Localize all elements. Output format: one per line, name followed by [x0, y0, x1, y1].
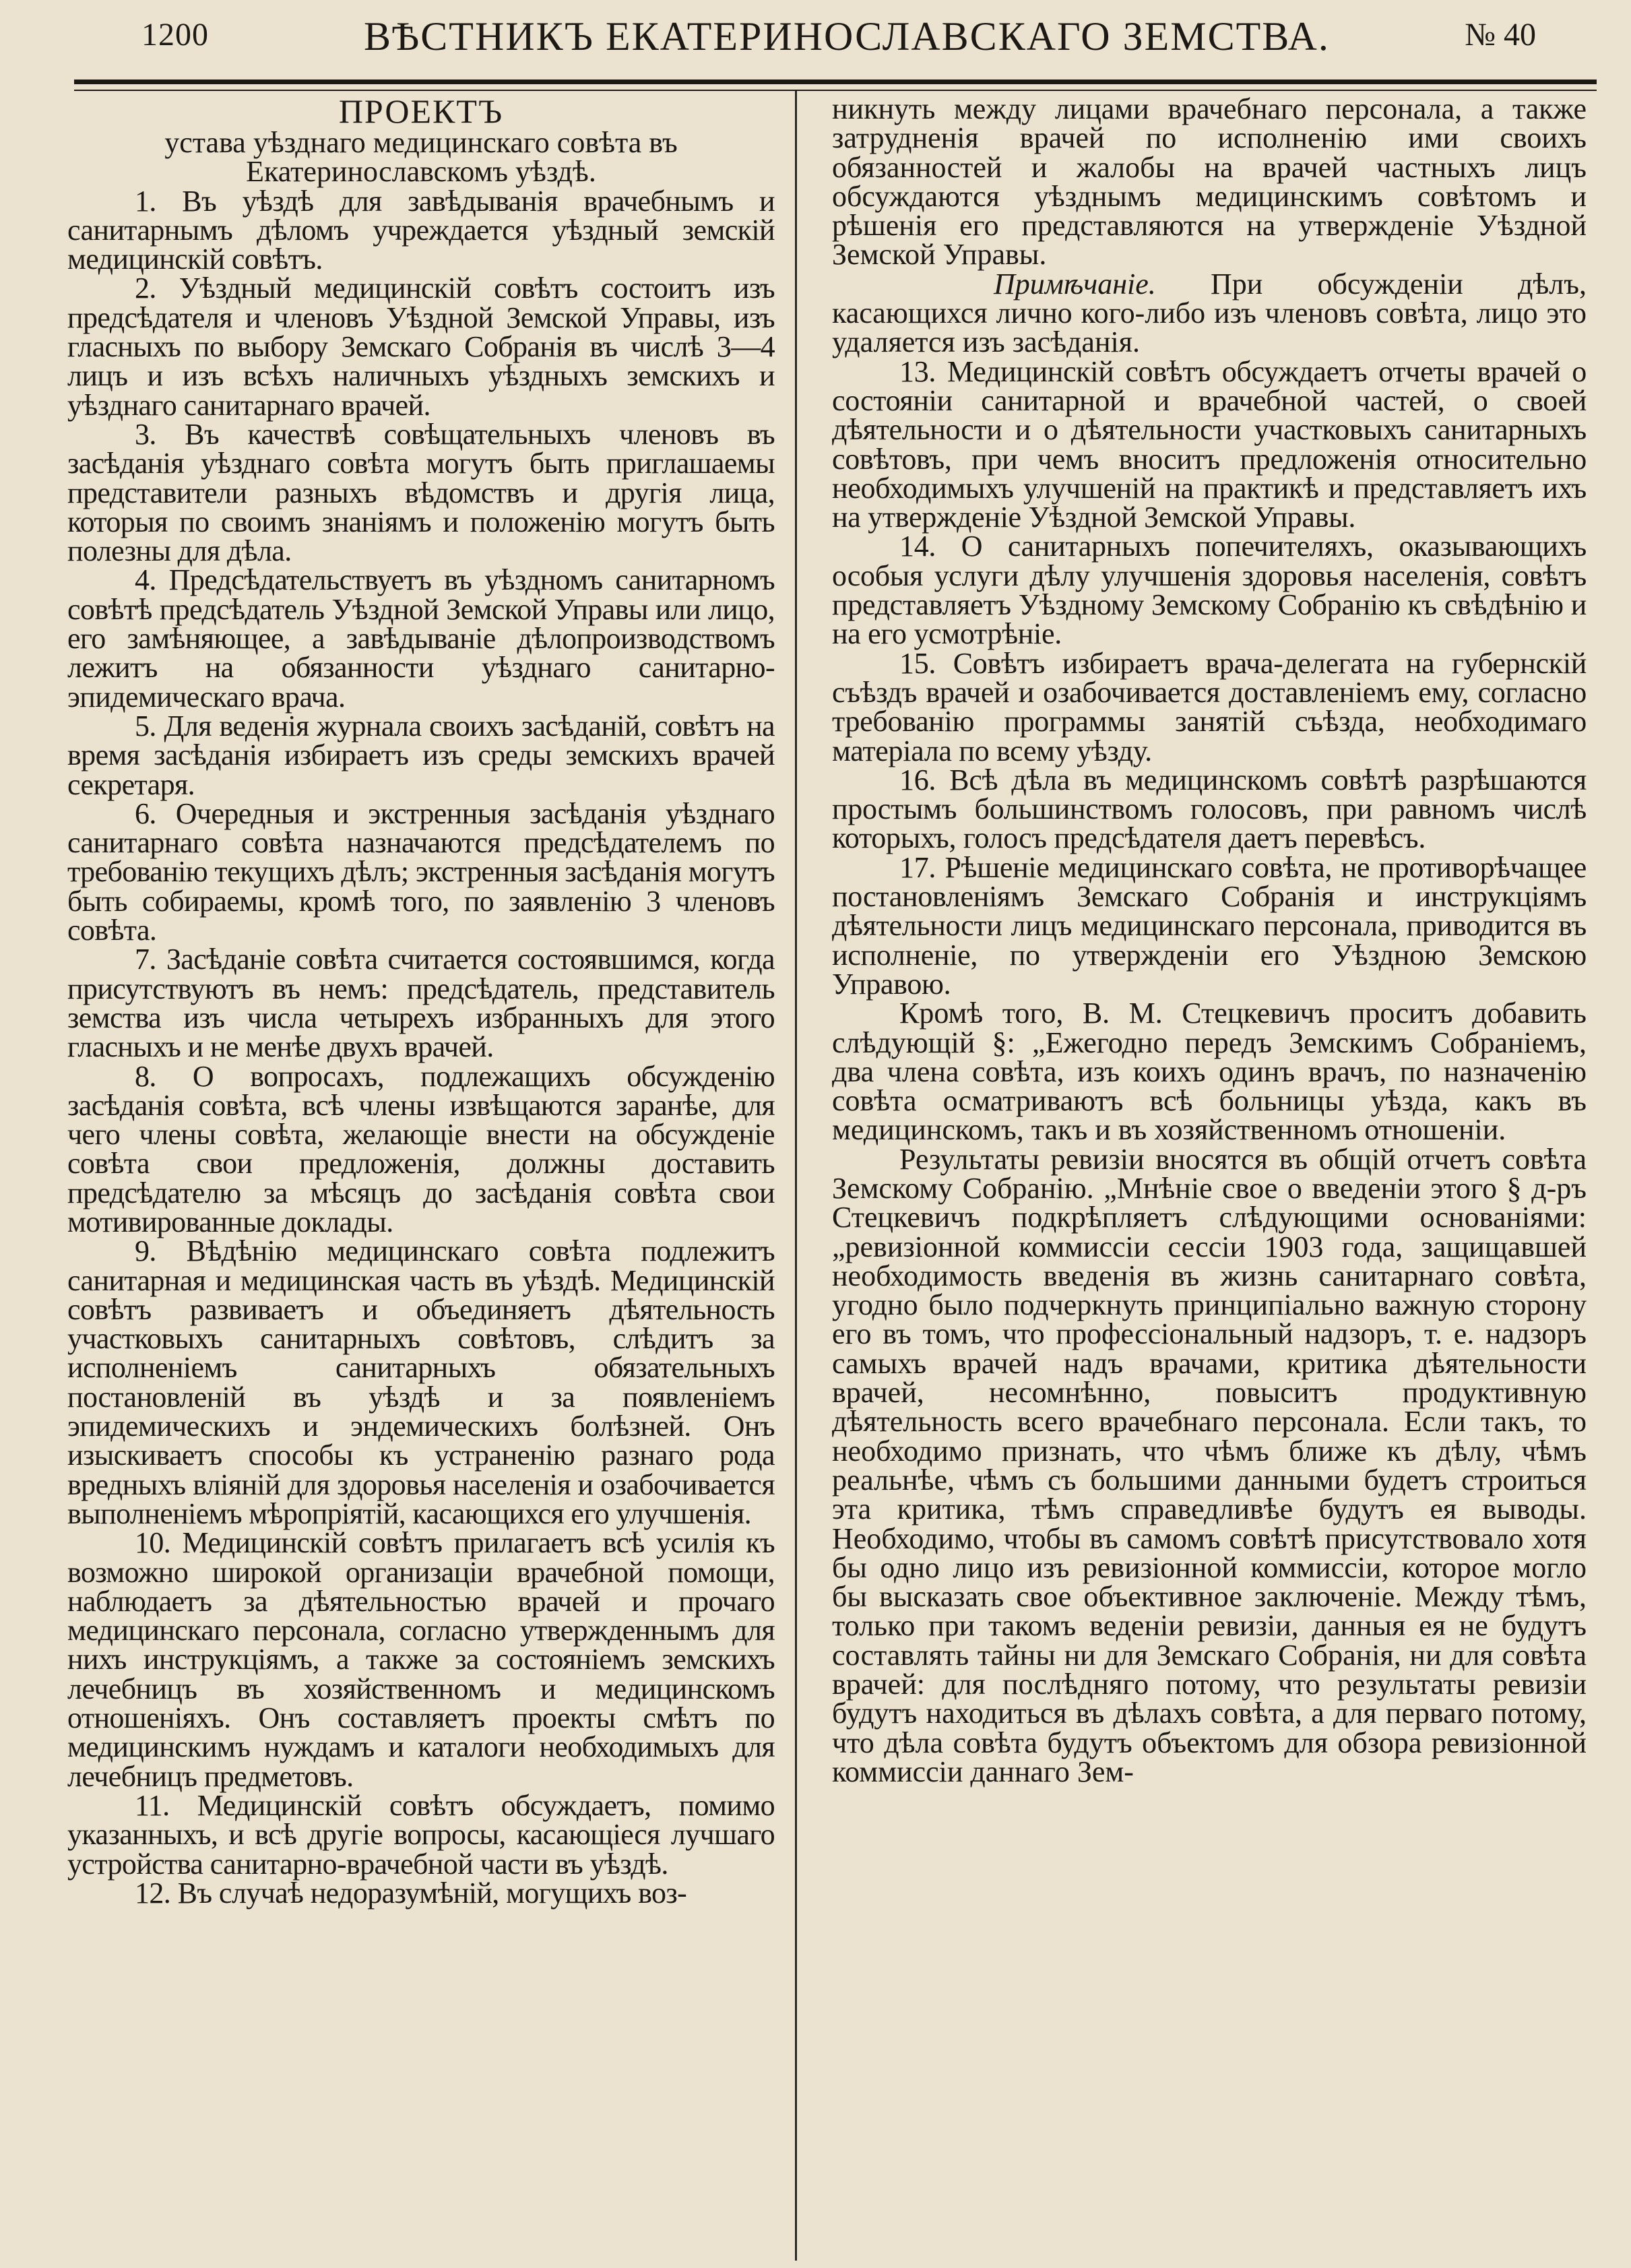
article-15: 15. Совѣтъ избираетъ врача-делегата на губернскій съѣздъ врачей и озабочивается доставленіемъ ему, согласно требованію программы занятій съѣзда, необходимаго матеріала по всему уѣзду.: [832, 646, 1587, 767]
article-1: 1. Въ уѣздѣ для завѣдыванія врачебнымъ и санитарнымъ дѣломъ учреждается уѣздный земскій медицинскій совѣтъ.: [67, 184, 775, 276]
document-title: ПРОЕКТЪ: [338, 92, 504, 130]
additional-paragraph: Кромѣ того, В. М. Стецкевичъ проситъ добавить слѣдующій §: „Ежегодно передъ Земскимъ Собраніемъ, два члена совѣта, изъ коихъ одинъ врачъ, по назначенію совѣта осматриваютъ всѣ больницы уѣзда, какъ въ медицинскомъ, такъ и въ хозяйственномъ отношеніи.: [832, 997, 1587, 1147]
note-text: При обсужденіи дѣлъ, касающихся лично кого-либо изъ членовъ совѣта, лицо это удаляется изъ засѣданія.: [832, 267, 1587, 359]
article-12-start: 12. Въ случаѣ недоразумѣній, могущихъ воз-: [135, 1876, 687, 1910]
article-12-continuation: никнуть между лицами врачебнаго персонала, а также затрудненія врачей по исполненію ими своихъ обязанностей и жалобы на врачей частныхъ лицъ обсуждаются уѣзднымъ медицинскимъ совѣтомъ и рѣшенія его представляются на утвержденіе Уѣздной Земской Управы.: [832, 92, 1587, 272]
article-10: 10. Медицинскій совѣтъ прилагаетъ всѣ усилія къ возможно широкой организаціи врачебной помощи, наблюдаетъ за дѣятельностью врачей и прочаго медицинскаго персонала, согласно утвержденнымъ для нихъ инструкціямъ, а также за состояніемъ земскихъ лечебницъ въ хозяйственномъ и медицинскомъ отношеніяхъ. Онъ составляетъ проекты смѣтъ по медицинскимъ нуждамъ и каталоги необходимыхъ для лечебницъ предметовъ.: [67, 1526, 775, 1793]
note-label: Примѣчаніе.: [994, 267, 1156, 301]
page-header: [101, 9, 1536, 70]
article-13: 13. Медицинскій совѣтъ обсуждаетъ отчеты врачей о состояніи санитарной и врачебной частей, о своей дѣятельности и о дѣятельности участковыхъ санитарныхъ совѣтовъ, при чемъ вноситъ предложенія относительно необходимыхъ улучшеній на практикѣ и представляетъ ихъ на утвержденіе Уѣздной Земской Управы.: [832, 354, 1587, 534]
revision-paragraph: Результаты ревизіи вносятся въ общій отчетъ совѣта Земскому Собранію. „Мнѣніе свое о введеніи этого § д-ръ Стецкевичъ подкрѣпляетъ слѣдующими основаніями: „ревизіонной коммиссіи сессіи 1903 года, защищавшей необходимость введенія въ жизнь санитарнаго совѣта, угодно было подчеркнуть принципіально важную сторону его въ томъ, что профессіональный надзоръ, т. е. надзоръ самыхъ врачей надъ врачами, критика дѣятельности врачей, несомнѣнно, повыситъ продуктивную дѣятельность всего врачебнаго персонала. Если такъ, то необходимо признать, что чѣмъ ближе къ дѣлу, чѣмъ реальнѣе, чѣмъ съ большими данными будетъ строиться эта критика, тѣмъ справедливѣе будутъ ея выводы. Необходимо, чтобы въ самомъ совѣтѣ присутствовало хотя бы одно лицо изъ ревизіонной коммиссіи, которое могло бы высказать свое объективное заключеніе. Между тѣмъ, только при такомъ веденіи ревизіи, данныя ея не будутъ составлять тайны ни для Земскаго Собранія, ни для совѣта врачей: для послѣдняго потому, что результаты ревизіи будутъ находиться въ дѣлахъ совѣта, а для перваго потому, что дѣла совѣта будутъ объектомъ для обзора ревизіонной коммиссіи даннаго Зем-: [832, 1142, 1587, 1788]
article-4: 4. Предсѣдательствуетъ въ уѣздномъ санитарномъ совѣтѣ предсѣдатель Уѣздной Земской Управы или лицо, его замѣняющее, а завѣдываніе дѣлопроизводствомъ лежитъ на обязанности уѣзднаго санитарно-эпидемическаго врача.: [67, 563, 775, 714]
article-6: 6. Очередныя и экстренныя засѣданія уѣзднаго санитарнаго совѣта назначаются предсѣдателемъ по требованію текущихъ дѣлъ; экстренныя засѣданія могутъ быть собираемы, кромѣ того, по заявленію 3 членовъ совѣта.: [67, 796, 775, 947]
article-8: 8. О вопросахъ, подлежащихъ обсужденію засѣданія совѣта, всѣ члены извѣщаются заранѣе, для чего члены совѣта, желающіе внести на обсужденіе совѣта свои предложенія, должны доставить предсѣдателю за мѣсяцъ до засѣданія совѣта свои мотивированные доклады.: [67, 1059, 775, 1238]
page-number: 1200: [141, 17, 209, 53]
article-11: 11. Медицинскій совѣтъ обсуждаетъ, помимо указанныхъ, и всѣ другіе вопросы, касающіеся лучшаго устройства санитарно-врачебной части въ уѣздѣ.: [67, 1788, 775, 1881]
issue-number: № 40: [1465, 17, 1536, 53]
document-subtitle: устава уѣзднаго медицинскаго совѣта въ Екатеринославскомъ уѣздѣ.: [164, 126, 678, 189]
article-14: 14. О санитарныхъ попечителяхъ, оказывающихъ особыя услуги дѣлу улучшенія здоровья населенія, совѣтъ представляетъ Уѣздному Земскому Собранію къ свѣдѣнію и на его усмотрѣніе.: [832, 530, 1587, 651]
article-7: 7. Засѣданіе совѣта считается состоявшимся, когда присутствуютъ въ немъ: предсѣдатель, представитель земства изъ числа четырехъ избранныхъ для этого гласныхъ и не менѣе двухъ врачей.: [67, 943, 775, 1064]
header-rule-thin: [74, 90, 1597, 91]
article-17: 17. Рѣшеніе медицинскаго совѣта, не противорѣчащее постановленіямъ Земскаго Собранія и инструкціямъ дѣятельности лицъ медицинскаго персонала, приводится въ исполненіе, по утвержденіи его Уѣздною Земскою Управою.: [832, 850, 1587, 1001]
journal-title: ВѢСТНИКЪ ЕКАТЕРИНОСЛАВСКАГО ЗЕМСТВА.: [364, 14, 1330, 59]
left-column: [67, 94, 775, 1908]
note: [832, 267, 1587, 359]
article-16: 16. Всѣ дѣла въ медицинскомъ совѣтѣ разрѣшаются простымъ большинствомъ голосовъ, при равномъ числѣ которыхъ, голосъ предсѣдателя даетъ перевѣсъ.: [832, 763, 1587, 855]
article-5: 5. Для веденія журнала своихъ засѣданій, совѣтъ на время засѣданія избираетъ изъ среды земскихъ врачей секретаря.: [67, 709, 775, 801]
right-column: [832, 94, 1587, 1786]
article-3: 3. Въ качествѣ совѣщательныхъ членовъ въ засѣданія уѣзднаго совѣта могутъ быть приглашаемы представители разныхъ вѣдомствъ и другія лица, которыя по своимъ знаніямъ и положенію могутъ быть полезны для дѣла.: [67, 417, 775, 568]
column-divider: [795, 91, 797, 2261]
article-2: 2. Уѣздный медицинскій совѣтъ состоитъ изъ предсѣдателя и членовъ Уѣздной Земской Управы, изъ гласныхъ по выбору Земскаго Собранія въ числѣ 3—4 лицъ и изъ всѣхъ наличныхъ уѣздныхъ земскихъ и уѣзднаго санитарнаго врачей.: [67, 272, 775, 422]
article-9: 9. Вѣдѣнію медицинскаго совѣта подлежитъ санитарная и медицинская часть въ уѣздѣ. Медицинскій совѣтъ развиваетъ и объединяетъ дѣятельность участковыхъ санитарныхъ совѣтовъ, слѣдитъ за исполненіемъ санитарныхъ обязательныхъ постановленій въ уѣздѣ и за появленіемъ эпидемическихъ и эндемическихъ болѣзней. Онъ изыскиваетъ способы къ устраненію разнаго рода вредныхъ вліяній для здоровья населенія и озабочивается выполненіемъ мѣропріятій, касающихся его улучшенія.: [67, 1234, 775, 1530]
header-rule: [74, 80, 1597, 84]
